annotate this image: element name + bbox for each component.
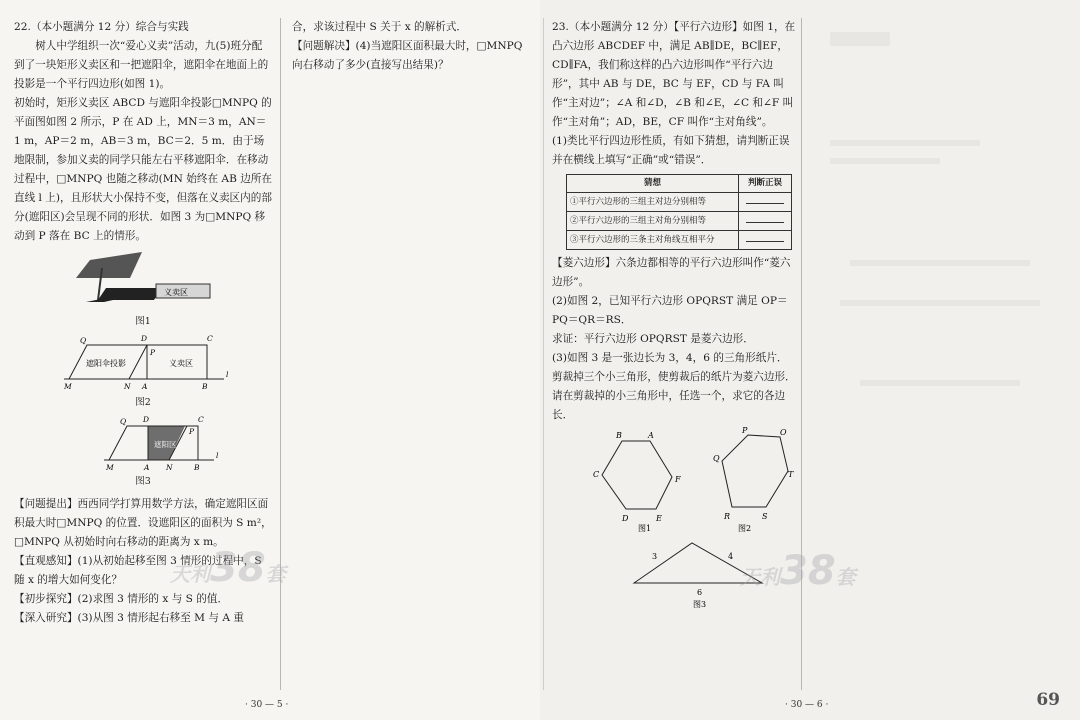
hexagon-1 — [602, 441, 672, 509]
fig2-label-C: C — [207, 334, 213, 343]
fig2-label-l: l — [226, 370, 229, 379]
fig2-label-M: M — [64, 382, 72, 391]
q22-figure-2 — [14, 331, 272, 393]
fig3-shade-label: 遮阳区 — [154, 440, 177, 449]
q22-figure-3 — [14, 412, 272, 472]
umbrella-shadow — [98, 288, 162, 300]
table-row — [567, 212, 792, 231]
fig3-label-B: B — [194, 463, 200, 472]
q22-intro-2: 初始时，矩形义卖区 ABCD 与遮阳伞投影□MNPQ 的平面图如图 2 所示，P 在 AD 上，MN＝3 m，AN＝1 m，AP＝2 m，AB＝3 m，BC＝2．5 m．由于场地限制，参加义卖的同学只能左右平移遮阳伞．在移动过程中，□MNPQ 也随之移动(MN 始终在 AB 边所在直线 l 上)，且形状大小保持不变，但落在义卖区内的部分(遮阳区)会呈现不同的形状．如图 3 为□MNPQ 移动到 P 落在 BC 上的情形。 — [14, 97, 272, 242]
hex2-caption: 图2 — [738, 524, 752, 533]
table-row — [567, 193, 792, 212]
hex1-label-E: E — [656, 514, 662, 523]
fig2-shadow-label: 遮阳伞投影 — [86, 359, 126, 368]
hex1-label-B: B — [616, 431, 622, 440]
q22-part-4: 【问题解决】(4)当遮阳区面积最大时，□MNPQ 向右移动了多少(直接写出结果)？ — [292, 40, 523, 71]
q22-fig2-caption: 图2 — [135, 397, 151, 408]
q23-rhombus-definition: 【菱六边形】六条边都相等的平行六边形叫作“菱六边形”。 — [552, 257, 791, 288]
fig3-label-M: M — [106, 463, 114, 472]
page-gutter — [543, 18, 544, 690]
watermark-number: 38 — [210, 545, 266, 591]
q22-intro-1: 树人中学组织一次“爱心义卖”活动，九(5)班分配到了一块矩形义卖区和一把遮阳伞，遮阳伞在地面上的投影是一个平行四边形(如图 1)。 — [14, 40, 269, 90]
q23-part-2-prove: 求证：平行六边形 OPQRST 是菱六边形． — [552, 333, 754, 345]
q22-title: 22.（本小题满分 12 分）综合与实践 — [14, 21, 189, 33]
hex1-label-D: D — [622, 514, 629, 523]
q22-part-3: 【深入研究】(3)从图 3 情形起右移至 M 与 A 重 — [14, 612, 244, 624]
guess-1: ①平行六边形的三组主对边分别相等 — [567, 193, 739, 212]
fig3-label-A: A — [144, 463, 150, 472]
fig3-label-l: l — [216, 451, 219, 460]
watermark-text-1: 天利 — [170, 562, 210, 586]
q23-part-2: (2)如图 2，已知平行六边形 OPQRST 满足 OP＝PQ＝QR＝RS． — [552, 295, 788, 326]
fig2-label-Q: Q — [80, 336, 87, 345]
hex2-label-T: T — [788, 470, 794, 479]
hex2-label-R: R — [724, 512, 731, 521]
watermark-text-1: 天利 — [740, 565, 780, 589]
sale-area-label: 义卖区 — [164, 288, 188, 297]
q22-part-2: 【初步探究】(2)求图 3 情形的 x 与 S 的值． — [14, 593, 229, 605]
q23-column — [552, 18, 796, 615]
footer-page-left: · 30 — 5 · — [245, 700, 289, 710]
q23-title: 23.（本小题满分 12 分）【平行六边形】如图 1，在凸六边形 ABCDEF 中，满足 AB∥DE，BC∥EF，CD∥FA，我们称这样的凸六边形叫作“平行六边形”，其中 AB 与 DE，BC 与 EF，CD 与 FA 叫作“主对边”；∠A 和∠D，∠B 和∠E，∠C 和∠F 叫作“主对角”；AD，BE，CF 叫作“主对角线”。 — [552, 21, 796, 128]
fig3-label-N: N — [166, 463, 173, 472]
triangle-side-3: 3 — [652, 552, 658, 561]
hex2-label-S: S — [762, 512, 768, 521]
hex1-caption: 图1 — [638, 524, 652, 533]
q22-continued-column — [292, 18, 524, 75]
fig2-label-P: P — [150, 348, 156, 357]
triangle-side-6: 6 — [697, 588, 703, 597]
hex2-label-Q: Q — [713, 454, 720, 463]
q22-fig1-caption: 图1 — [135, 316, 151, 327]
umbrella-top — [76, 252, 142, 278]
guess-2: ②平行六边形的三组主对角分别相等 — [567, 212, 739, 231]
hex1-label-F: F — [675, 475, 681, 484]
hexagon-2 — [722, 435, 788, 507]
answer-blank-2[interactable] — [739, 212, 792, 231]
fig3-label-P: P — [189, 427, 195, 436]
table-row — [567, 231, 792, 250]
fig3-label-Q: Q — [120, 417, 127, 426]
fig3-label-D: D — [143, 415, 150, 424]
table-header-judge: 判断正误 — [739, 175, 792, 193]
answer-blank-3[interactable] — [739, 231, 792, 250]
fig2-label-D: D — [141, 334, 148, 343]
answer-blank-1[interactable] — [739, 193, 792, 212]
fig2-label-B: B — [202, 382, 208, 391]
fig2-area-label: 义卖区 — [169, 359, 193, 368]
q22-part-3-cont: 合，求该过程中 S 关于 x 的解析式． — [292, 21, 468, 33]
hex2-label-O: O — [780, 428, 787, 437]
q23-part-3: (3)如图 3 是一张边长为 3，4，6 的三角形纸片．剪裁掉三个小三角形，使剪裁后的纸片为菱六边形．请在剪裁掉的小三角形中，任选一个，求它的各边长． — [552, 352, 796, 421]
q22-figure-1 — [14, 250, 272, 312]
q22-problem-raise: 【问题提出】西西同学打算用数学方法，确定遮阳区面积最大时□MNPQ 的位置．设遮阳区的面积为 S m²，□MNPQ 从初始时向右移动的距离为 x m。 — [14, 498, 272, 548]
triangle-caption: 图3 — [693, 600, 707, 609]
q23-guess-table — [566, 174, 792, 250]
q22-column — [14, 18, 272, 628]
fig3-label-C: C — [198, 415, 204, 424]
watermark-text-2: 套 — [265, 562, 286, 586]
hex2-label-P: P — [742, 427, 748, 435]
hex1-label-C: C — [593, 470, 600, 479]
fig2-label-N: N — [124, 382, 131, 391]
guess-3: ③平行六边形的三条主对角线互相平分 — [567, 231, 739, 250]
q23-hexagon-figures — [552, 427, 796, 533]
q22-part-1: 【直观感知】(1)从初始起移至图 3 情形的过程中，S 随 x 的增大如何变化？ — [14, 555, 262, 586]
triangle-side-4: 4 — [728, 552, 734, 561]
q23-part-1: (1)类比平行四边形性质，有如下猜想，请判断正误并在横线上填写“正确”或“错误”． — [552, 135, 790, 166]
watermark-text-2: 套 — [835, 565, 856, 589]
bleed-through-area — [810, 0, 1080, 700]
hex1-label-A: A — [648, 431, 654, 440]
watermark-number: 38 — [780, 548, 836, 594]
watermark-left — [170, 545, 286, 591]
watermark-right — [740, 548, 856, 594]
page-number: 69 — [1036, 690, 1060, 710]
table-header-guess: 猜想 — [567, 175, 739, 193]
fig2-label-A: A — [142, 382, 148, 391]
q22-fig3-caption: 图3 — [135, 476, 151, 487]
footer-page-right: · 30 — 6 · — [785, 700, 829, 710]
